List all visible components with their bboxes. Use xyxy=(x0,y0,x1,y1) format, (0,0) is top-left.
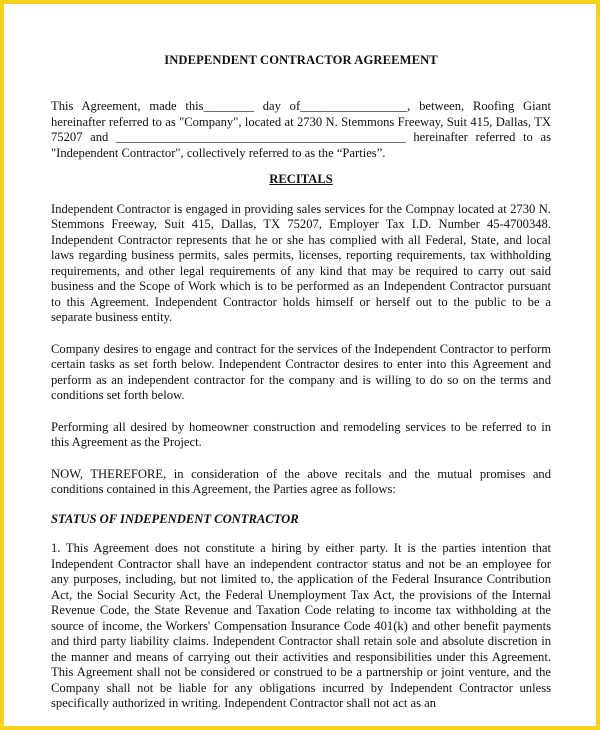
recital-paragraph-1: Independent Contractor is engaged in providing sales services for the Compnay located at 2730 N. Stemmons Freeway, Suit 415, Dallas, TX 75207, Employer Tax I.D. Number 45-4700348. Independent Contractor represents that he or she has complied with all Federal, State, and local laws regarding business permits, sales permits, licenses, reporting requirements, tax withholding requirements, and other legal requirements of any kind that may be required to carry out said business and the Scope of Work which is to be performed as an Independent Contractor pursuant to this Agreement. Independent Contractor holds himself or herself out to the public to be a separate business entity. xyxy=(51,201,551,324)
recital-paragraph-3: Performing all desired by homeowner construction and remodeling services to be referred to in this Agreement as the Project. xyxy=(51,419,551,449)
intro-paragraph: This Agreement, made this________ day of_________________, between, Roofing Giant hereinafter referred to as "Company", located at 2730 N. Stemmons Freeway, Suit 415, Dallas, TX 75207 and ______________________________________________ hereinafter referred to as "Independent Contractor", collectively referred to as the “Parties”. xyxy=(51,99,551,160)
status-heading: STATUS OF INDEPENDENT CONTRACTOR xyxy=(51,511,299,526)
recital-paragraph-4: NOW, THEREFORE, in consideration of the above recitals and the mutual promises and conditions contained in this Agreement, the Parties agree as follows: xyxy=(51,466,551,496)
document-page xyxy=(4,4,596,726)
document-title: INDEPENDENT CONTRACTOR AGREEMENT xyxy=(164,53,438,67)
recitals-heading: RECITALS xyxy=(269,172,333,186)
document-content xyxy=(51,4,551,712)
recital-paragraph-2: Company desires to engage and contract for the services of the Independent Contractor to perform certain tasks as set forth below. Independent Contractor desires to enter into this Agreement and perform as an independent contractor for the company and is willing to do so on the terms and conditions set forth below. xyxy=(51,341,551,402)
status-paragraph-1: 1. This Agreement does not constitute a hiring by either party. It is the parties intention that Independent Contractor shall have an independent contractor status and not be an employee for any purposes, including, but not limited to, the application of the Federal Insurance Contribution Act, the Social Security Act, the Federal Unemployment Tax Act, the provisions of the Internal Revenue Code, the State Revenue and Taxation Code relating to income tax withholding at the source of income, the Workers' Compensation Insurance Code 401(k) and other benefit payments and third party liability claims. Independent Contractor shall retain sole and absolute discretion in the manner and means of carrying out their activities and responsibilities under this Agreement. This Agreement shall not be considered or construed to be a partnership or joint venture, and the Company shall not be liable for any obligations incurred by Independent Contractor unless specifically authorized in writing. Independent Contractor shall not act as an xyxy=(51,541,551,710)
